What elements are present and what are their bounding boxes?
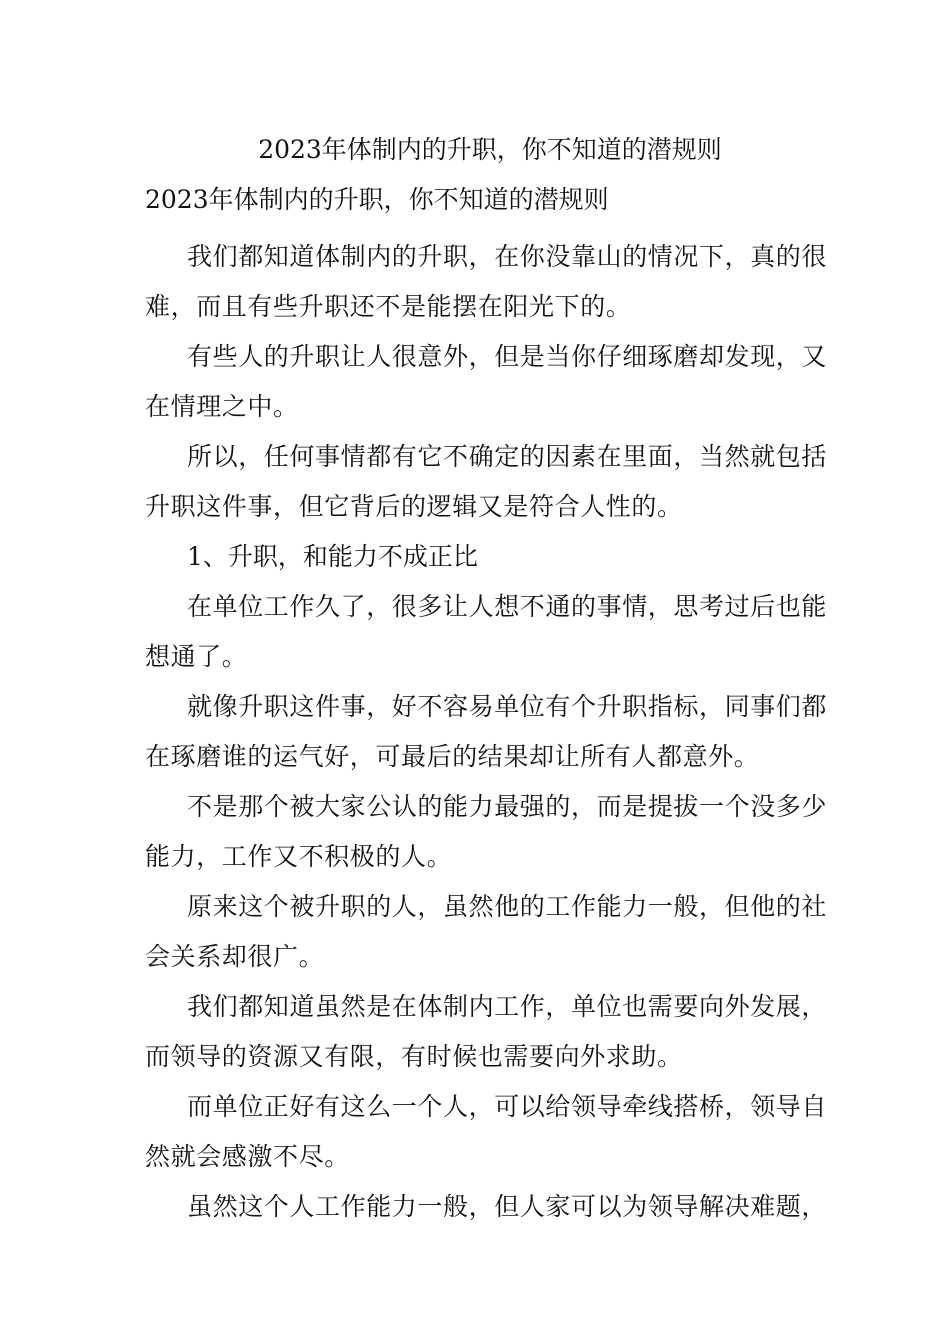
paragraph: 我们都知道体制内的升职，在你没靠山的情况下，真的很难，而且有些升职还不是能摆在阳光下的。 (145, 242, 828, 321)
paragraph: 原来这个被升职的人，虽然他的工作能力一般，但他的社会关系却很广。 (145, 892, 828, 971)
document-subtitle: 2023年体制内的升职，你不知道的潜规则 (145, 185, 609, 214)
section-heading: 1、升职，和能力不成正比 (187, 542, 478, 571)
paragraph: 我们都知道虽然是在体制内工作，单位也需要向外发展，而领导的资源又有限，有时候也需要向外求助。 (145, 992, 828, 1071)
paragraph: 虽然这个人工作能力一般，但人家可以为领导解决难题， (187, 1192, 828, 1221)
paragraph: 所以，任何事情都有它不确定的因素在里面，当然就包括升职这件事，但它背后的逻辑又是符合人性的。 (145, 442, 828, 521)
paragraph: 在单位工作久了，很多让人想不通的事情，思考过后也能想通了。 (145, 592, 828, 671)
paragraph: 而单位正好有这么一个人，可以给领导牵线搭桥，领导自然就会感激不尽。 (145, 1092, 828, 1171)
document-body (145, 132, 835, 1232)
paragraph: 不是那个被大家公认的能力最强的，而是提拔一个没多少能力，工作又不积极的人。 (145, 792, 828, 871)
document-title: 2023年体制内的升职，你不知道的潜规则 (258, 135, 722, 164)
paragraph: 有些人的升职让人很意外，但是当你仔细琢磨却发现，又在情理之中。 (145, 342, 828, 421)
paragraph: 就像升职这件事，好不容易单位有个升职指标，同事们都在琢磨谁的运气好，可最后的结果却让所有人都意外。 (145, 692, 828, 771)
